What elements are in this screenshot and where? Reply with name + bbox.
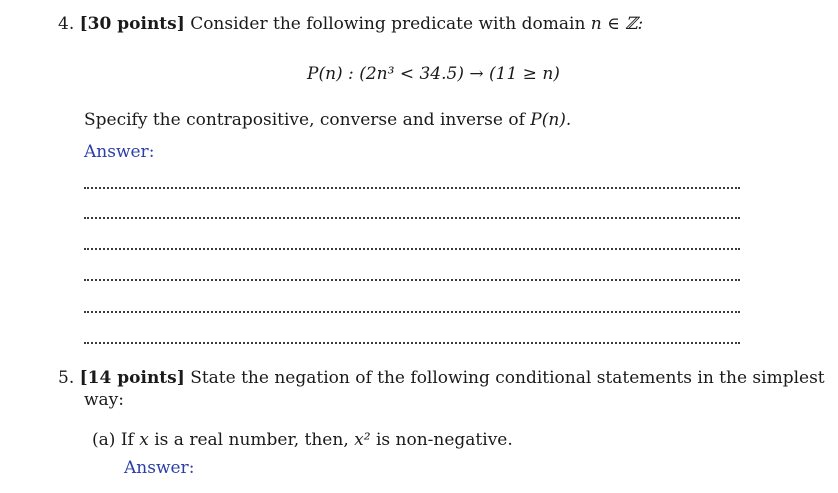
- q4-formula-arrow: →: [469, 64, 484, 84]
- q4-task-math: P(n).: [530, 110, 572, 130]
- q4-formula-antecedent: (2n³ < 34.5): [359, 64, 464, 84]
- q5-part-a-text-3: is non-negative.: [375, 430, 513, 450]
- q4-task-text: Specify the contrapositive, converse and inverse of: [84, 110, 525, 130]
- q5-points: [14 points]: [79, 368, 185, 388]
- q4-answer-line[interactable]: [84, 217, 740, 219]
- q4-domain: n ∈ ℤ:: [590, 14, 644, 34]
- q5-number: 5.: [58, 368, 75, 388]
- q5-header: [58, 368, 825, 388]
- q4-formula-lhs: P(n) :: [307, 64, 354, 84]
- q4-task: [84, 110, 571, 130]
- q4-answer-line[interactable]: [84, 279, 740, 281]
- q4-answer-line[interactable]: [84, 311, 740, 313]
- q4-answer-line[interactable]: [84, 187, 740, 189]
- q4-answer-line[interactable]: [84, 248, 740, 250]
- q5-answer-label: Answer:: [124, 458, 195, 478]
- q5-part-a-expr: x²: [354, 430, 371, 450]
- q5-text-line1: State the negation of the following conditional statements in the simplest: [190, 368, 825, 388]
- q5-part-a-label: (a): [92, 430, 116, 450]
- q4-formula: [307, 64, 560, 84]
- q5-part-a: [92, 430, 513, 450]
- q4-answer-line[interactable]: [84, 342, 740, 344]
- q5-text-line2: way:: [84, 390, 125, 410]
- q4-number: 4.: [58, 14, 75, 34]
- q5-part-a-var: x: [139, 430, 149, 450]
- q4-answer-label: Answer:: [84, 142, 155, 162]
- q4-formula-consequent: (11 ≥ n): [489, 64, 560, 84]
- q5-part-a-text-1: If: [120, 430, 134, 450]
- q4-header: [58, 14, 643, 34]
- q5-part-a-text-2: is a real number, then,: [154, 430, 349, 450]
- q4-text: Consider the following predicate with domain: [190, 14, 586, 34]
- q4-points: [30 points]: [79, 14, 185, 34]
